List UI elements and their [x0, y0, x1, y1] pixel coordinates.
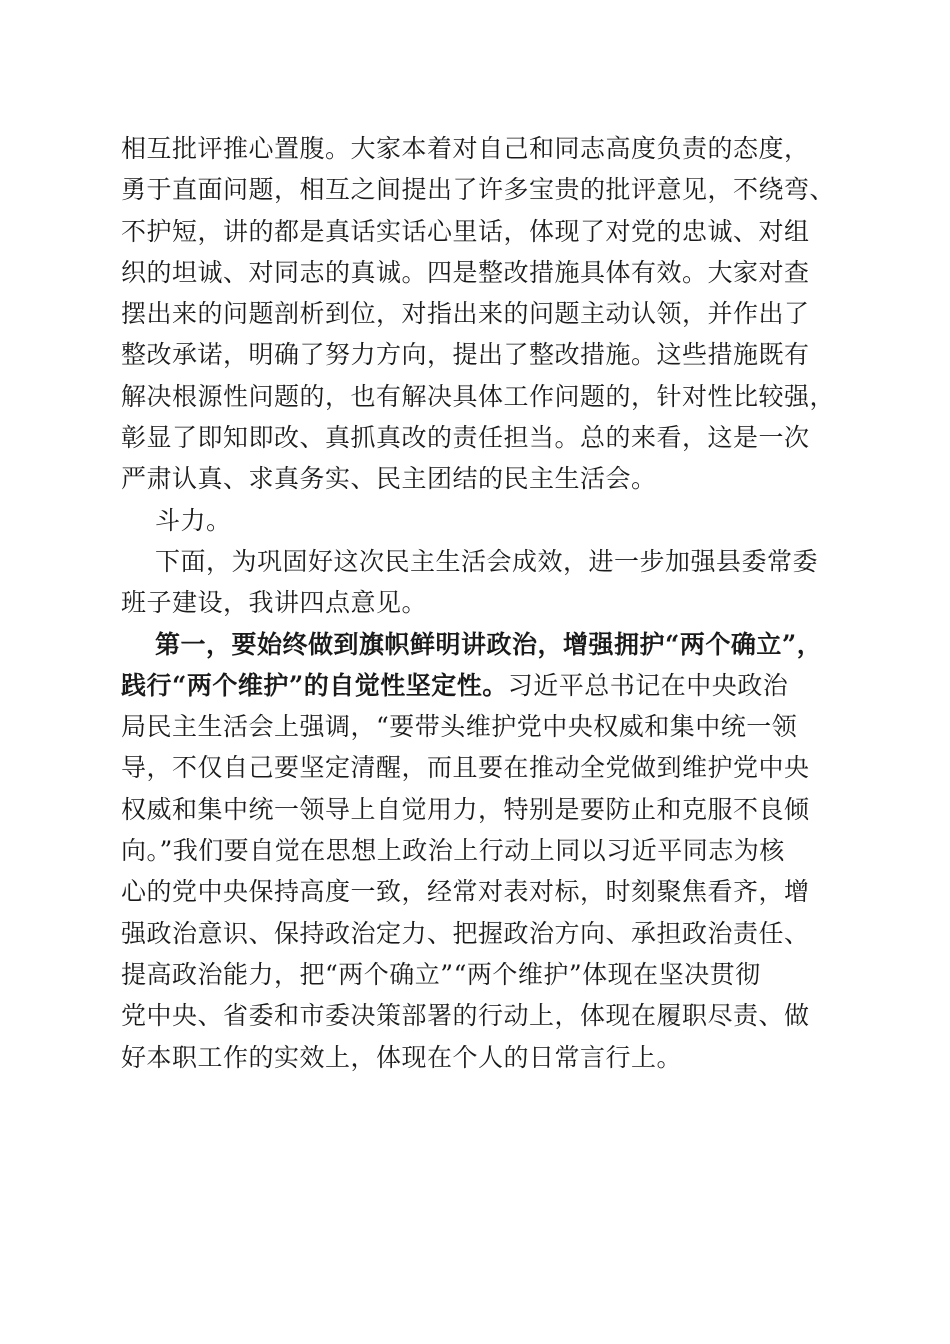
text-line: 党中央、省委和市委决策部署的行动上，体现在履职尽责、做 — [121, 1001, 810, 1031]
text-line: 导，不仅自己要坚定清醒，而且要在推动全党做到维护党中央 — [121, 753, 810, 783]
text-run: 习近平总书记在中央政治 — [507, 670, 789, 700]
text-line: 斗力。 — [155, 505, 232, 535]
text-line: 班子建设，我讲四点意见。 — [121, 588, 428, 618]
text-line: 不护短，讲的都是真话实话心里话，体现了对党的忠诚、对组 — [121, 216, 810, 246]
document-body — [121, 128, 836, 1078]
text-line: 下面，为巩固好这次民主生活会成效，进一步加强县委常委 — [155, 546, 819, 576]
text-line: 摆出来的问题剖析到位，对指出来的问题主动认领，并作出了 — [121, 299, 810, 329]
section-heading-tail: 践行“两个维护”的自觉性坚定性。 — [121, 670, 508, 700]
text-line: 权威和集中统一领导上自觉用力，特别是要防止和克服不良倾 — [121, 794, 810, 824]
text-line: 提高政治能力，把“两个确立”“两个维护”体现在坚决贯彻 — [121, 959, 761, 989]
text-line: 向。”我们要自觉在思想上政治上行动上同以习近平同志为核 — [121, 836, 785, 866]
text-line: 整改承诺，明确了努力方向，提出了整改措施。这些措施既有 — [121, 340, 810, 370]
text-line: 相互批评推心置腹。大家本着对自己和同志高度负责的态度， — [121, 134, 810, 163]
text-line: 强政治意识、保持政治定力、把握政治方向、承担政治责任、 — [121, 918, 810, 948]
text-line: 局民主生活会上强调，“要带头维护党中央权威和集中统一领 — [121, 712, 798, 742]
text-line: 解决根源性问题的，也有解决具体工作问题的，针对性比较强， — [121, 381, 836, 411]
text-line: 好本职工作的实效上，体现在个人的日常言行上。 — [121, 1042, 683, 1072]
text-line: 彰显了即知即改、真抓真改的责任担当。总的来看，这是一次 — [121, 423, 810, 453]
text-line: 心的党中央保持高度一致，经常对表对标，时刻聚焦看齐，增 — [121, 877, 810, 907]
section-heading-line: 第一，要始终做到旗帜鲜明讲政治，增强拥护“两个确立”， — [155, 629, 823, 659]
text-line: 勇于直面问题，相互之间提出了许多宝贵的批评意见，不绕弯、 — [121, 175, 836, 205]
text-line: 严肃认真、求真务实、民主团结的民主生活会。 — [121, 464, 657, 494]
section-heading-line-mixed — [121, 665, 831, 706]
text-line: 织的坦诚、对同志的真诚。四是整改措施具体有效。大家对查 — [121, 257, 810, 287]
